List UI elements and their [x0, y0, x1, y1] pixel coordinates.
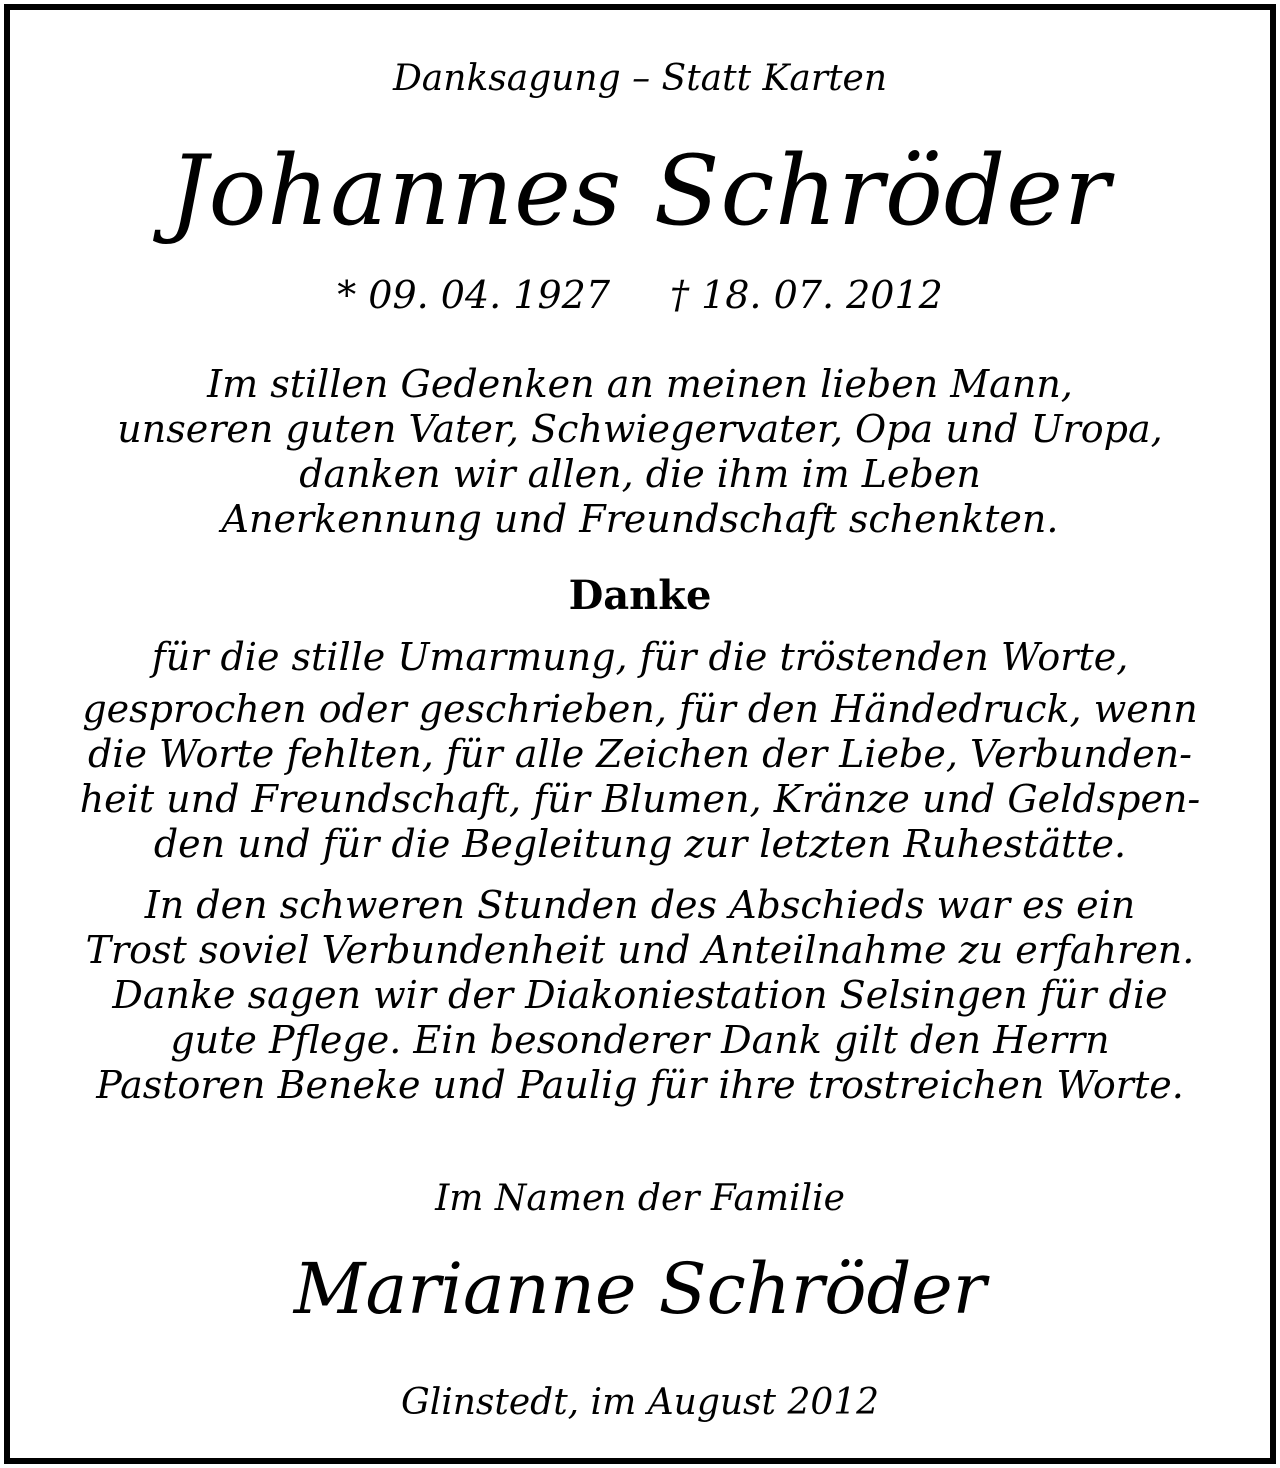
obituary-frame — [4, 4, 1276, 1464]
paragraph2-line: den und für die Begleitung zur letzten Ruhestätte. — [153, 822, 1127, 866]
paragraph3-line: In den schweren Stunden des Abschieds war es ein — [144, 883, 1136, 927]
paragraph3-line: Pastoren Beneke und Paulig für ihre trostreichen Worte. — [96, 1063, 1184, 1107]
signature-name: Marianne Schröder — [293, 1248, 987, 1330]
deceased-name: Johannes Schröder — [169, 135, 1111, 247]
paragraph1-line: unseren guten Vater, Schwiegervater, Opa und Uropa, — [117, 407, 1163, 451]
paragraph1-line: Im stillen Gedenken an meinen lieben Mann, — [207, 362, 1073, 406]
paragraph1-line: danken wir allen, die ihm im Leben — [299, 452, 981, 496]
paragraph2-line: für die stille Umarmung, für die tröstenden Worte, — [151, 635, 1129, 679]
death-date: † 18. 07. 2012 — [670, 273, 943, 317]
danke-heading: Danke — [568, 572, 712, 619]
paragraph3-line: Trost soviel Verbundenheit und Anteilnahme zu erfahren. — [85, 928, 1195, 972]
paragraph2-line: gesprochen oder geschrieben, für den Händedruck, wenn — [82, 687, 1198, 731]
paragraph1-line: Anerkennung und Freundschaft schenkten. — [221, 497, 1059, 541]
paragraph2-line: heit und Freundschaft, für Blumen, Kränze und Geldspen- — [79, 777, 1201, 821]
paragraph3-line: gute Pflege. Ein besonderer Dank gilt den Herrn — [170, 1018, 1110, 1062]
birth-date: * 09. 04. 1927 — [337, 273, 610, 317]
header-text: Danksagung – Statt Karten — [392, 58, 888, 99]
place-date: Glinstedt, im August 2012 — [400, 1382, 880, 1423]
life-dates — [10, 273, 1270, 317]
paragraph2-line: die Worte fehlten, für alle Zeichen der Liebe, Verbunden- — [87, 732, 1193, 776]
signature-intro: Im Namen der Familie — [435, 1178, 845, 1219]
paragraph3-line: Danke sagen wir der Diakoniestation Selsingen für die — [112, 973, 1168, 1017]
